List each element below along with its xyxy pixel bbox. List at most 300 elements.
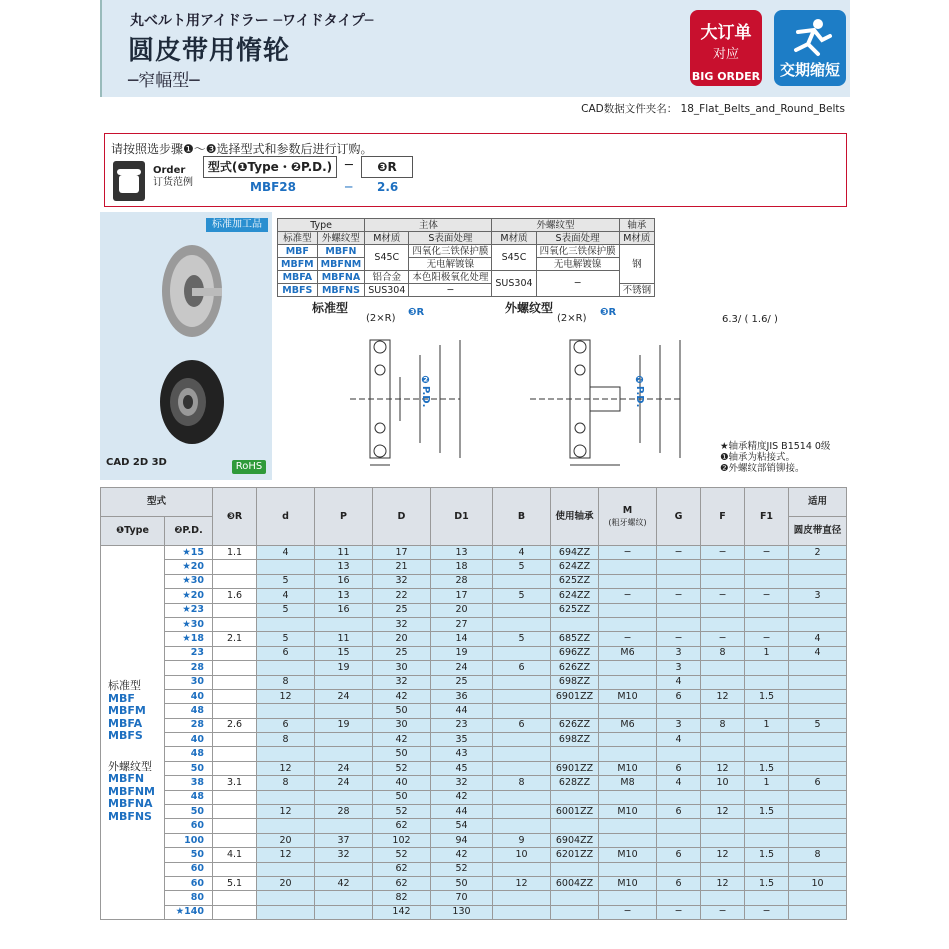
series-code: MBFM <box>108 704 146 717</box>
cell-m: M10 <box>599 876 657 890</box>
spec-cell: SUS304 <box>365 284 409 297</box>
thread-type-drawing <box>510 325 690 475</box>
cell-d1: 54 <box>431 819 493 833</box>
cell-brg: 6001ZZ <box>551 805 599 819</box>
cell-belt: 10 <box>789 876 847 890</box>
cell-d: 6 <box>257 718 315 732</box>
cell-f1 <box>745 790 789 804</box>
pd-cell: 48 <box>165 747 213 761</box>
spec-cell: ─ <box>409 284 492 297</box>
cell-belt <box>789 661 847 675</box>
cell-d: 4 <box>257 546 315 560</box>
drawing-note: ❷外螺纹部销铆接。 <box>720 463 805 474</box>
pd-cell: 48 <box>165 790 213 804</box>
badge-order-en: BIG ORDER <box>691 70 761 83</box>
spec-cell: 钢 <box>619 245 655 284</box>
pd-cell: 100 <box>165 833 213 847</box>
cell-f1 <box>745 574 789 588</box>
cell-d1: 18 <box>431 560 493 574</box>
cell-b: 8 <box>493 776 551 790</box>
cell-g: 6 <box>657 761 701 775</box>
runner-icon <box>774 10 846 60</box>
cell-d: 52 <box>373 848 431 862</box>
cell-g <box>657 704 701 718</box>
badge-order-small: 对应 <box>712 47 739 62</box>
col-header-m-note: (粗牙螺纹) <box>608 517 647 527</box>
cell-b <box>493 805 551 819</box>
cell-m <box>599 603 657 617</box>
cell-m <box>599 617 657 631</box>
pulley-photo-black <box>152 352 232 452</box>
cell-d: 8 <box>257 675 315 689</box>
cell-b: 6 <box>493 718 551 732</box>
spec-cell: MBF <box>278 245 318 258</box>
cell-r <box>213 747 257 761</box>
cell-m <box>599 819 657 833</box>
cell-r <box>213 574 257 588</box>
col-header-f1: F1 <box>745 488 789 546</box>
cell-g: ─ <box>657 632 701 646</box>
cell-d: 25 <box>373 646 431 660</box>
cell-d: 20 <box>373 632 431 646</box>
spec-cell: 无电解镀镍 <box>536 258 619 271</box>
table-row <box>101 718 847 732</box>
cell-g <box>657 617 701 631</box>
cell-d: 12 <box>257 848 315 862</box>
cell-belt <box>789 560 847 574</box>
cell-d <box>257 747 315 761</box>
pd-cell: 50 <box>165 761 213 775</box>
table-row <box>101 603 847 617</box>
order-example-r: 2.6 <box>377 180 399 194</box>
cell-d: 50 <box>373 790 431 804</box>
cell-belt <box>789 805 847 819</box>
spec-cell: SUS304 <box>492 271 536 297</box>
cell-r <box>213 833 257 847</box>
cell-b: 12 <box>493 876 551 890</box>
drawing-pd-mark-2: ❷P.D. <box>634 375 645 408</box>
cell-d1: 44 <box>431 805 493 819</box>
standard-part-tag: 标准加工品 <box>206 218 268 232</box>
drawing-pd-mark: ❷P.D. <box>420 375 431 408</box>
cell-b <box>493 617 551 631</box>
cell-brg: 624ZZ <box>551 589 599 603</box>
cell-d1: 44 <box>431 704 493 718</box>
cell-p <box>315 747 373 761</box>
spec-cell: MBFS <box>278 284 318 297</box>
drawing-r-mark-2: ❸R <box>600 307 617 318</box>
cell-g: 6 <box>657 689 701 703</box>
table-row <box>101 805 847 819</box>
series-code: MBFNS <box>108 809 152 823</box>
pd-cell: 40 <box>165 733 213 747</box>
series-code: MBFN <box>108 772 145 785</box>
series-thread-title: 外螺纹型 <box>108 759 152 773</box>
cell-p: 11 <box>315 632 373 646</box>
cell-f1: 1 <box>745 718 789 732</box>
cell-d <box>257 905 315 919</box>
cell-g: 3 <box>657 646 701 660</box>
col-header-r: ❸R <box>213 488 257 546</box>
cell-d <box>257 560 315 574</box>
cell-m: ─ <box>599 632 657 646</box>
cell-d: 32 <box>373 675 431 689</box>
cell-p: 15 <box>315 646 373 660</box>
drawing-note: ❶轴承为粘接式。 <box>720 452 796 463</box>
table-row <box>101 689 847 703</box>
cell-g <box>657 862 701 876</box>
spec-cell: ─ <box>536 271 619 297</box>
pd-cell: 28 <box>165 661 213 675</box>
table-row <box>101 661 847 675</box>
cell-d: 21 <box>373 560 431 574</box>
cell-f1: ─ <box>745 905 789 919</box>
spec-header-thread: 外螺纹型 <box>492 219 619 232</box>
cell-belt: 4 <box>789 646 847 660</box>
cell-d: 30 <box>373 661 431 675</box>
dimension-table <box>100 487 847 920</box>
cell-m <box>599 862 657 876</box>
material-spec-table <box>277 218 655 297</box>
cell-r <box>213 704 257 718</box>
col-header-D: D <box>373 488 431 546</box>
cell-f <box>701 862 745 876</box>
cell-b: 5 <box>493 560 551 574</box>
cell-m: M6 <box>599 646 657 660</box>
cell-brg: 6004ZZ <box>551 876 599 890</box>
spec-cell: 不锈钢 <box>619 284 655 297</box>
cad-tag: CAD 2D 3D <box>106 457 167 468</box>
cell-d: 5 <box>257 603 315 617</box>
cell-g <box>657 603 701 617</box>
cell-belt <box>789 574 847 588</box>
spec-cell: MBFNA <box>317 271 365 284</box>
cell-b <box>493 790 551 804</box>
pd-cell: ★23 <box>165 603 213 617</box>
cell-d: 42 <box>373 733 431 747</box>
spec-cell: 四氧化三铁保护膜 <box>536 245 619 258</box>
pd-cell: 60 <box>165 876 213 890</box>
cell-d1: 20 <box>431 603 493 617</box>
cell-g: 3 <box>657 661 701 675</box>
cell-g: ─ <box>657 546 701 560</box>
cell-m: ─ <box>599 546 657 560</box>
col-header-D1: D1 <box>431 488 493 546</box>
cell-g: 6 <box>657 805 701 819</box>
table-row <box>101 761 847 775</box>
order-label-en: Order <box>153 165 186 176</box>
pd-cell: ★30 <box>165 617 213 631</box>
spec-subheader: M材质 <box>365 232 409 245</box>
cell-f: 12 <box>701 761 745 775</box>
cell-brg: 685ZZ <box>551 632 599 646</box>
cell-f <box>701 891 745 905</box>
cell-g <box>657 891 701 905</box>
cell-m: M6 <box>599 718 657 732</box>
table-row <box>101 546 847 560</box>
col-header-belt-diameter: 圆皮带直径 <box>789 517 847 546</box>
pulley-photo-silver <box>152 236 232 346</box>
order-example-type: MBF28 <box>250 180 296 194</box>
cell-f1 <box>745 891 789 905</box>
cell-m <box>599 833 657 847</box>
cell-d: 12 <box>257 761 315 775</box>
cell-b: 5 <box>493 589 551 603</box>
cell-brg <box>551 891 599 905</box>
cell-g: 3 <box>657 718 701 732</box>
cell-r <box>213 891 257 905</box>
cell-b <box>493 675 551 689</box>
pd-cell: ★30 <box>165 574 213 588</box>
cell-belt: 8 <box>789 848 847 862</box>
cell-d1: 14 <box>431 632 493 646</box>
cell-b: 10 <box>493 848 551 862</box>
cell-brg: 694ZZ <box>551 546 599 560</box>
table-row <box>101 632 847 646</box>
cell-brg <box>551 905 599 919</box>
cell-p: 24 <box>315 689 373 703</box>
cell-belt <box>789 790 847 804</box>
order-r-box: ❸R <box>361 156 413 178</box>
cell-f1 <box>745 747 789 761</box>
table-row <box>101 833 847 847</box>
cell-p <box>315 862 373 876</box>
series-labels <box>108 680 155 823</box>
cell-brg: 625ZZ <box>551 603 599 617</box>
cad-folder-name: CAD数据文件夹名： 18_Flat_Belts_and_Round_Belts <box>581 103 845 115</box>
cell-p: 13 <box>315 560 373 574</box>
spec-cell: 铝合金 <box>365 271 409 284</box>
cell-r: 1.6 <box>213 589 257 603</box>
cell-f1 <box>745 603 789 617</box>
cell-b: 9 <box>493 833 551 847</box>
cell-r <box>213 603 257 617</box>
cell-d1: 42 <box>431 848 493 862</box>
order-type-box: 型式(❶Type・❷P.D.) <box>203 156 337 178</box>
spec-subheader: S表面处理 <box>409 232 492 245</box>
spec-cell: 无电解镀镍 <box>409 258 492 271</box>
cell-g: 4 <box>657 776 701 790</box>
cell-g: ─ <box>657 905 701 919</box>
cell-r <box>213 617 257 631</box>
table-row <box>101 819 847 833</box>
cell-f: 8 <box>701 718 745 732</box>
pd-cell: 50 <box>165 848 213 862</box>
cell-d <box>257 661 315 675</box>
cell-m: M10 <box>599 689 657 703</box>
cell-r: 4.1 <box>213 848 257 862</box>
cell-f: 10 <box>701 776 745 790</box>
cell-brg <box>551 747 599 761</box>
cell-m: M8 <box>599 776 657 790</box>
cell-r <box>213 790 257 804</box>
pd-cell: ★18 <box>165 632 213 646</box>
cell-p: 42 <box>315 876 373 890</box>
order-dash: ─ <box>345 158 353 173</box>
cell-d1: 25 <box>431 675 493 689</box>
cell-b <box>493 646 551 660</box>
cell-r <box>213 646 257 660</box>
table-row <box>101 790 847 804</box>
cell-f1: ─ <box>745 632 789 646</box>
cell-r <box>213 560 257 574</box>
cell-p <box>315 891 373 905</box>
cell-m <box>599 560 657 574</box>
cell-f <box>701 790 745 804</box>
cell-d: 50 <box>373 747 431 761</box>
cell-f1: 1 <box>745 776 789 790</box>
cell-b <box>493 574 551 588</box>
cell-brg: 6904ZZ <box>551 833 599 847</box>
cell-r <box>213 761 257 775</box>
cell-d1: 130 <box>431 905 493 919</box>
cell-d: 5 <box>257 632 315 646</box>
spec-cell: MBFA <box>278 271 318 284</box>
col-header-p: P <box>315 488 373 546</box>
cell-b: 4 <box>493 546 551 560</box>
cell-f: ─ <box>701 589 745 603</box>
cell-f1: 1.5 <box>745 805 789 819</box>
table-row <box>101 733 847 747</box>
cell-r <box>213 733 257 747</box>
drawing-note: ★轴承精度JIS B1514 0级 <box>720 441 831 452</box>
cell-d: 102 <box>373 833 431 847</box>
cell-belt <box>789 819 847 833</box>
cell-belt <box>789 905 847 919</box>
cell-brg <box>551 617 599 631</box>
cell-f1: ─ <box>745 589 789 603</box>
cell-belt <box>789 833 847 847</box>
cell-brg <box>551 790 599 804</box>
cell-d <box>257 704 315 718</box>
cell-r: 3.1 <box>213 776 257 790</box>
cell-belt: 2 <box>789 546 847 560</box>
spec-cell: MBFN <box>317 245 365 258</box>
cell-p: 28 <box>315 805 373 819</box>
cell-p <box>315 675 373 689</box>
cell-brg: 698ZZ <box>551 675 599 689</box>
drawing-thread-title: 外螺纹型 <box>505 301 554 315</box>
cell-f <box>701 704 745 718</box>
table-row <box>101 747 847 761</box>
table-row <box>101 876 847 890</box>
cell-belt <box>789 617 847 631</box>
cell-belt <box>789 747 847 761</box>
table-row <box>101 574 847 588</box>
cell-d: 5 <box>257 574 315 588</box>
cell-d: 50 <box>373 704 431 718</box>
cell-g: 4 <box>657 675 701 689</box>
series-std-title: 标准型 <box>108 679 141 692</box>
cell-f: ─ <box>701 632 745 646</box>
cell-r <box>213 862 257 876</box>
spec-cell: MBFM <box>278 258 318 271</box>
cell-belt: 4 <box>789 632 847 646</box>
table-row <box>101 646 847 660</box>
cell-g: ─ <box>657 589 701 603</box>
cell-f1 <box>745 675 789 689</box>
drawing-r-note: (2×R) <box>366 313 396 324</box>
cell-d <box>257 790 315 804</box>
cell-brg: 628ZZ <box>551 776 599 790</box>
cell-r <box>213 689 257 703</box>
cell-f1: 1.5 <box>745 876 789 890</box>
cell-f: 8 <box>701 646 745 660</box>
cell-p: 11 <box>315 546 373 560</box>
cell-belt <box>789 675 847 689</box>
cell-d: 62 <box>373 876 431 890</box>
cell-m <box>599 733 657 747</box>
cell-d: 62 <box>373 819 431 833</box>
cell-d: 32 <box>373 617 431 631</box>
cell-m <box>599 704 657 718</box>
cell-f: ─ <box>701 546 745 560</box>
cell-d <box>257 617 315 631</box>
cell-d1: 35 <box>431 733 493 747</box>
cell-p: 24 <box>315 776 373 790</box>
cell-d1: 45 <box>431 761 493 775</box>
cell-d: 142 <box>373 905 431 919</box>
pd-cell: 48 <box>165 704 213 718</box>
spec-cell: 本色阳极氧化处理 <box>409 271 492 284</box>
table-row <box>101 905 847 919</box>
cell-d1: 36 <box>431 689 493 703</box>
cell-g <box>657 574 701 588</box>
cell-d: 8 <box>257 776 315 790</box>
cell-d1: 24 <box>431 661 493 675</box>
pd-cell: ★20 <box>165 589 213 603</box>
cell-f1: 1.5 <box>745 848 789 862</box>
table-row <box>101 675 847 689</box>
spec-cell: 四氧化三铁保护膜 <box>409 245 492 258</box>
cell-g <box>657 819 701 833</box>
col-header-applicable: 适用 <box>789 488 847 517</box>
cell-brg: 6901ZZ <box>551 761 599 775</box>
cell-m: M10 <box>599 805 657 819</box>
cell-p: 24 <box>315 761 373 775</box>
order-label <box>153 165 193 189</box>
series-code: MBF <box>108 691 135 705</box>
pd-cell: ★140 <box>165 905 213 919</box>
pd-cell: 60 <box>165 862 213 876</box>
table-row <box>101 891 847 905</box>
cell-m <box>599 790 657 804</box>
std-type-drawing <box>330 325 480 475</box>
cell-d1: 52 <box>431 862 493 876</box>
cell-brg: 626ZZ <box>551 661 599 675</box>
cell-f <box>701 661 745 675</box>
cell-brg: 696ZZ <box>551 646 599 660</box>
pd-cell: 28 <box>165 718 213 732</box>
col-header-m <box>599 488 657 546</box>
spec-subheader: 标准型 <box>278 232 318 245</box>
cell-d1: 27 <box>431 617 493 631</box>
cell-d1: 13 <box>431 546 493 560</box>
cell-d1: 23 <box>431 718 493 732</box>
cell-d1: 17 <box>431 589 493 603</box>
spec-header-body: 主体 <box>365 219 492 232</box>
spec-cell: MBFNS <box>317 284 365 297</box>
cell-brg <box>551 819 599 833</box>
cell-f <box>701 733 745 747</box>
drawing-r-note-2: (2×R) <box>557 313 587 324</box>
cell-f <box>701 675 745 689</box>
series-code: MBFNM <box>108 784 155 798</box>
cell-f: 12 <box>701 805 745 819</box>
cell-brg: 6201ZZ <box>551 848 599 862</box>
page-type-label: ─窄幅型─ <box>128 71 200 91</box>
cell-belt <box>789 704 847 718</box>
